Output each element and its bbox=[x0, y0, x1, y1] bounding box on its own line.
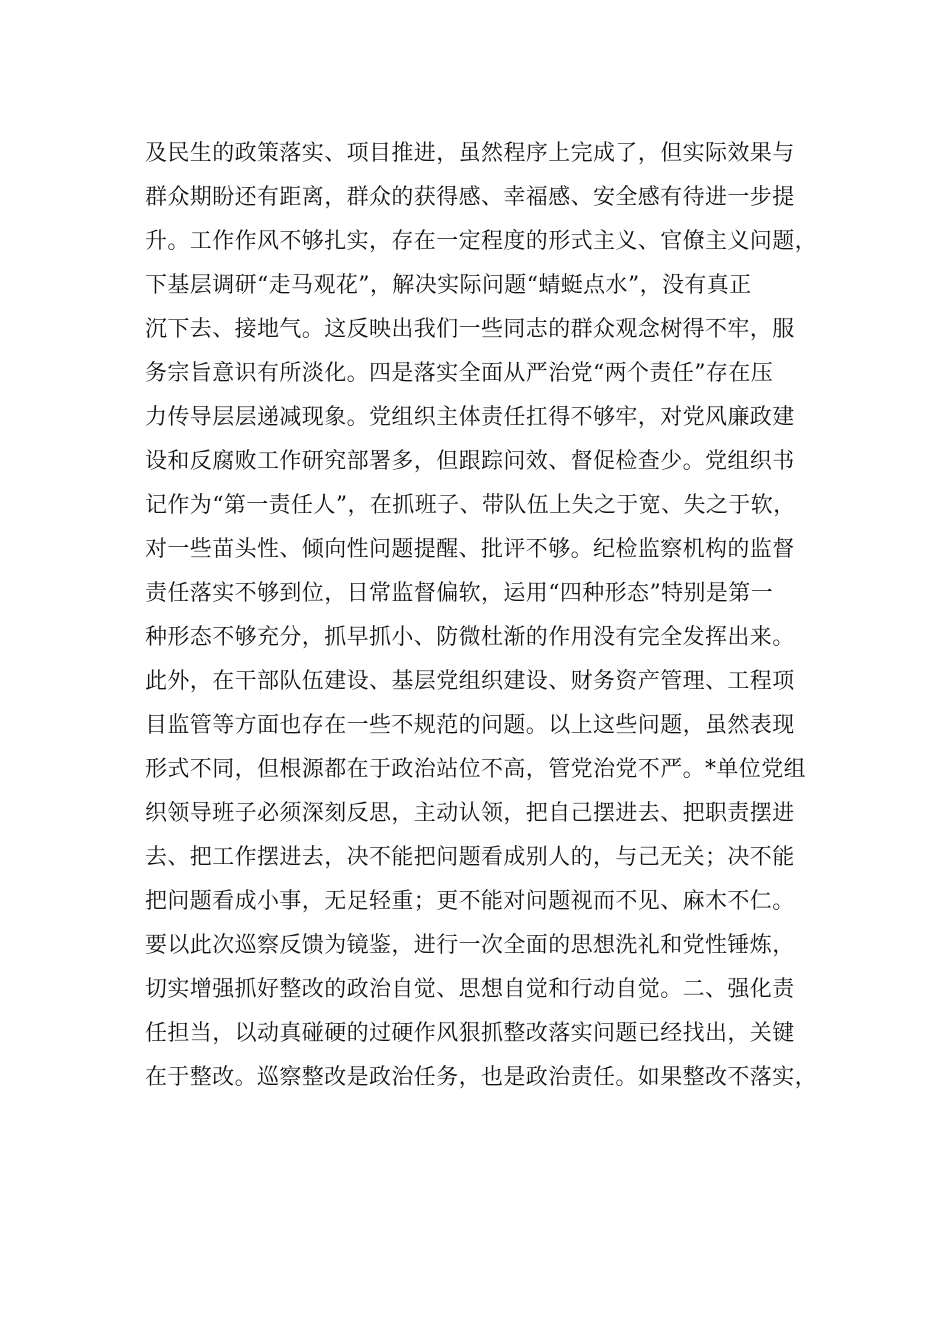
text-line: 记作为“第一责任人”，在抓班子、带队伍上失之于宽、失之于软， bbox=[145, 493, 796, 518]
text-line: 沉下去、接地气。这反映出我们一些同志的群众观念树得不牢，服 bbox=[145, 317, 795, 342]
text-line: 力传导层层递减现象。党组织主体责任扛得不够牢，对党风廉政建 bbox=[145, 405, 795, 430]
text-line: 去、把工作摆进去，决不能把问题看成别人的，与己无关；决不能 bbox=[145, 845, 795, 870]
text-line: 设和反腐败工作研究部署多，但跟踪问效、督促检查少。党组织书 bbox=[145, 449, 795, 474]
text-line: 群众期盼还有距离，群众的获得感、幸福感、安全感有待进一步提 bbox=[145, 185, 795, 210]
text-line: 目监管等方面也存在一些不规范的问题。以上这些问题，虽然表现 bbox=[145, 713, 795, 738]
text-line: 此外，在干部队伍建设、基层党组织建设、财务资产管理、工程项 bbox=[145, 669, 795, 694]
text-line: 下基层调研“走马观花”，解决实际问题“蜻蜓点水”，没有真正 bbox=[145, 273, 752, 298]
text-line: 织领导班子必须深刻反思，主动认领，把自己摆进去、把职责摆进 bbox=[145, 801, 795, 826]
document-body bbox=[145, 132, 825, 1100]
text-line: 种形态不够充分，抓早抓小、防微杜渐的作用没有完全发挥出来。 bbox=[145, 625, 795, 650]
text-line: 切实增强抓好整改的政治自觉、思想自觉和行动自觉。二、强化责 bbox=[145, 977, 795, 1002]
text-line: 把问题看成小事，无足轻重；更不能对问题视而不见、麻木不仁。 bbox=[145, 889, 795, 914]
text-line: 责任落实不够到位，日常监督偏软，运用“四种形态”特别是第一 bbox=[145, 581, 774, 606]
text-line: 对一些苗头性、倾向性问题提醒、批评不够。纪检监察机构的监督 bbox=[145, 537, 795, 562]
text-line: 在于整改。巡察整改是政治任务，也是政治责任。如果整改不落实， bbox=[145, 1065, 818, 1090]
text-line: 升。工作作风不够扎实，存在一定程度的形式主义、官僚主义问题， bbox=[145, 229, 818, 254]
text-line: 要以此次巡察反馈为镜鉴，进行一次全面的思想洗礼和党性锤炼， bbox=[145, 933, 795, 958]
text-line: 及民生的政策落实、项目推进，虽然程序上完成了，但实际效果与 bbox=[145, 141, 795, 166]
text-line: 务宗旨意识有所淡化。四是落实全面从严治党“两个责任”存在压 bbox=[145, 361, 774, 386]
text-line: 形式不同，但根源都在于政治站位不高，管党治党不严。*单位党组 bbox=[145, 757, 807, 782]
text-line: 任担当，以动真碰硬的过硬作风狠抓整改落实问题已经找出，关键 bbox=[145, 1021, 795, 1046]
